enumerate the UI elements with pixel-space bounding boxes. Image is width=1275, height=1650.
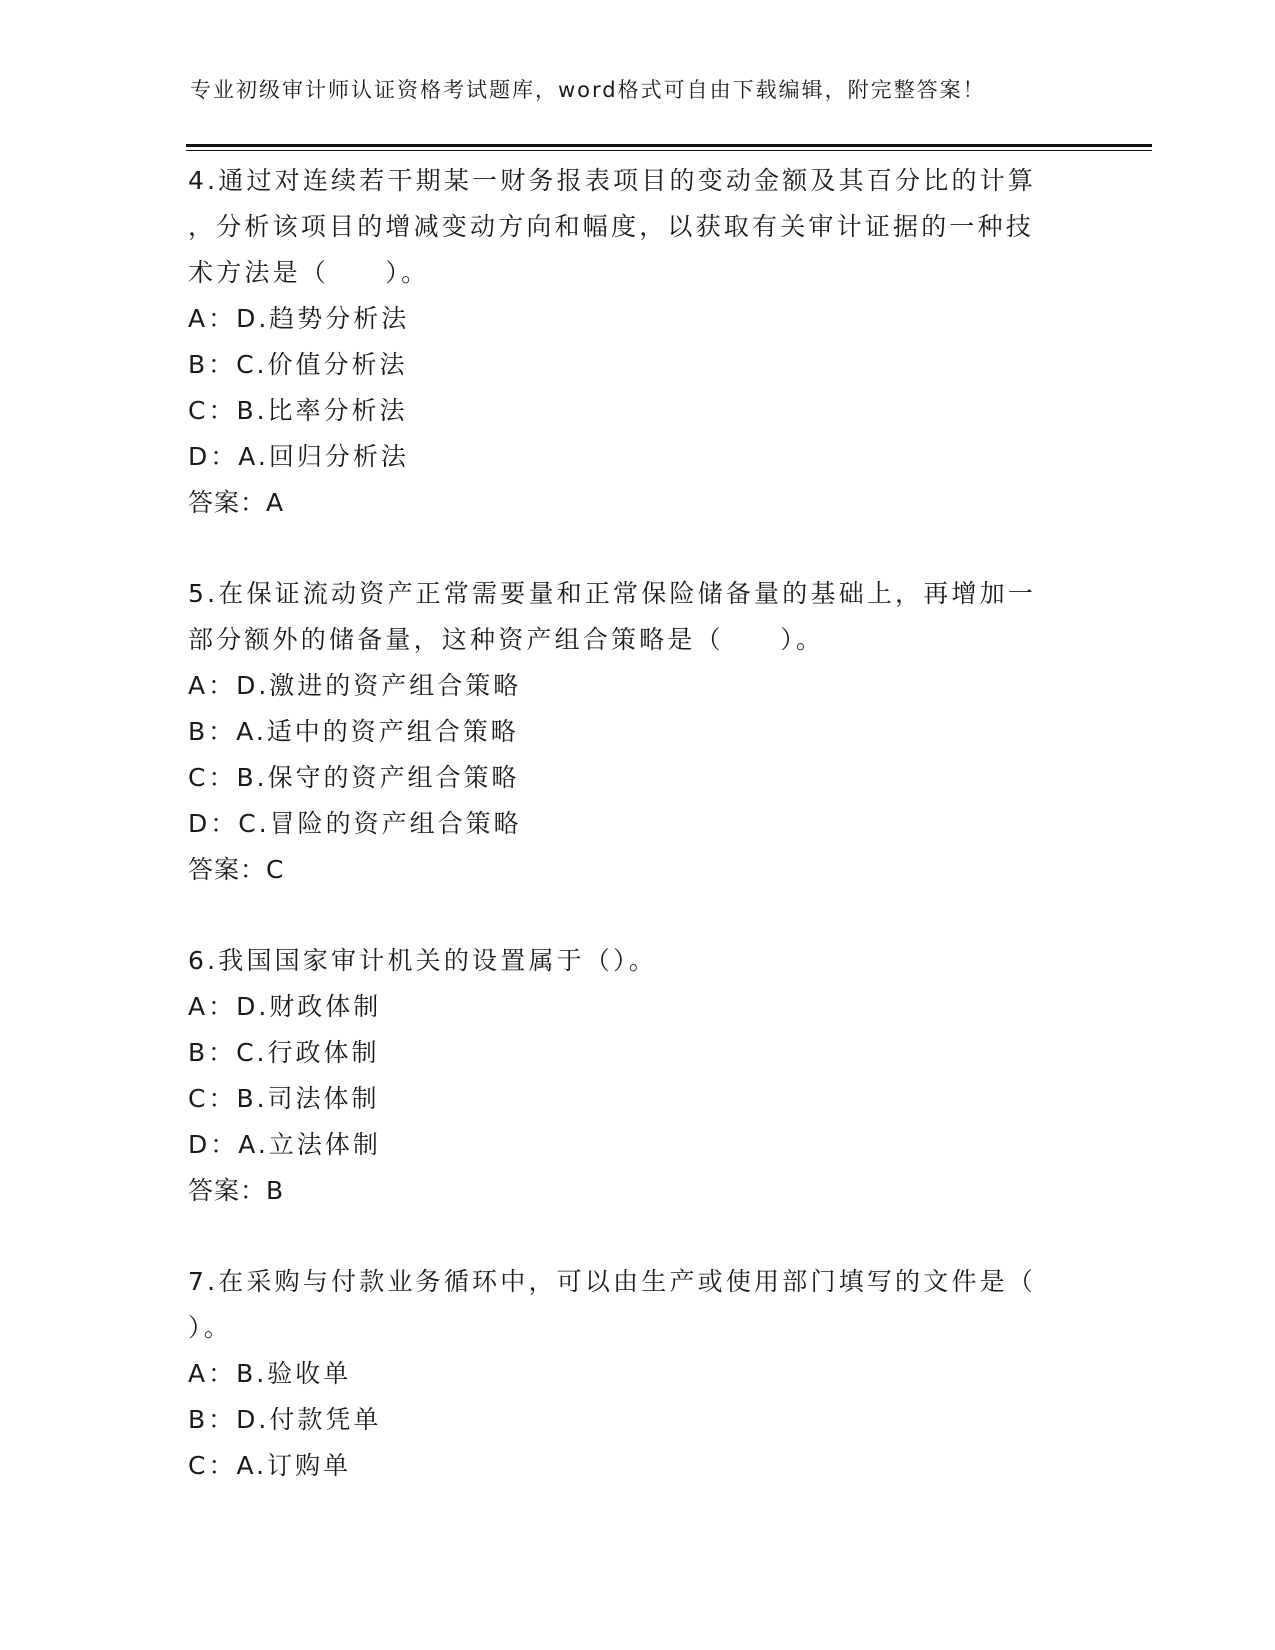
question-text-line: 术方法是（ ）。 xyxy=(188,258,430,287)
option-b: B：A.适中的资产组合策略 xyxy=(188,717,519,746)
option-c: C：B.司法体制 xyxy=(188,1084,380,1113)
option-c: C：B.保守的资产组合策略 xyxy=(188,763,520,792)
question-5 xyxy=(188,571,1088,893)
header-divider-thick xyxy=(186,144,1152,147)
question-4 xyxy=(188,158,1088,526)
question-text-line: ）。 xyxy=(188,1313,232,1342)
option-d: D：A.立法体制 xyxy=(188,1130,381,1159)
question-list xyxy=(188,158,1088,1534)
answer: 答案：B xyxy=(188,1176,285,1205)
question-text-line: 6.我国国家审计机关的设置属于（）。 xyxy=(188,946,657,975)
option-b: B：C.价值分析法 xyxy=(188,350,408,379)
option-a: A：B.验收单 xyxy=(188,1359,352,1388)
question-text-line: 7.在采购与付款业务循环中，可以由生产或使用部门填写的文件是（ xyxy=(188,1267,1037,1296)
option-a: A：D.财政体制 xyxy=(188,992,382,1021)
option-b: B：C.行政体制 xyxy=(188,1038,380,1067)
header-divider-thin xyxy=(186,150,1152,151)
option-d: D：C.冒险的资产组合策略 xyxy=(188,809,522,838)
question-text-line: ，分析该项目的增减变动方向和幅度，以获取有关审计证据的一种技 xyxy=(188,212,1035,241)
option-c: C：A.订购单 xyxy=(188,1451,352,1480)
answer: 答案：C xyxy=(188,855,285,884)
option-c: C：B.比率分析法 xyxy=(188,396,408,425)
question-text-line: 部分额外的储备量，这种资产组合策略是（ ）。 xyxy=(188,625,825,654)
option-b: B：D.付款凭单 xyxy=(188,1405,382,1434)
page-header: 专业初级审计师认证资格考试题库，word格式可自由下载编辑，附完整答案！ xyxy=(190,78,986,102)
question-7 xyxy=(188,1259,1088,1489)
answer: 答案：A xyxy=(188,488,285,517)
question-text-line: 4.通过对连续若干期某一财务报表项目的变动金额及其百分比的计算 xyxy=(188,166,1037,195)
option-d: D：A.回归分析法 xyxy=(188,442,409,471)
question-6 xyxy=(188,938,1088,1214)
question-text-line: 5.在保证流动资产正常需要量和正常保险储备量的基础上，再增加一 xyxy=(188,579,1037,608)
option-a: A：D.激进的资产组合策略 xyxy=(188,671,522,700)
option-a: A：D.趋势分析法 xyxy=(188,304,410,333)
